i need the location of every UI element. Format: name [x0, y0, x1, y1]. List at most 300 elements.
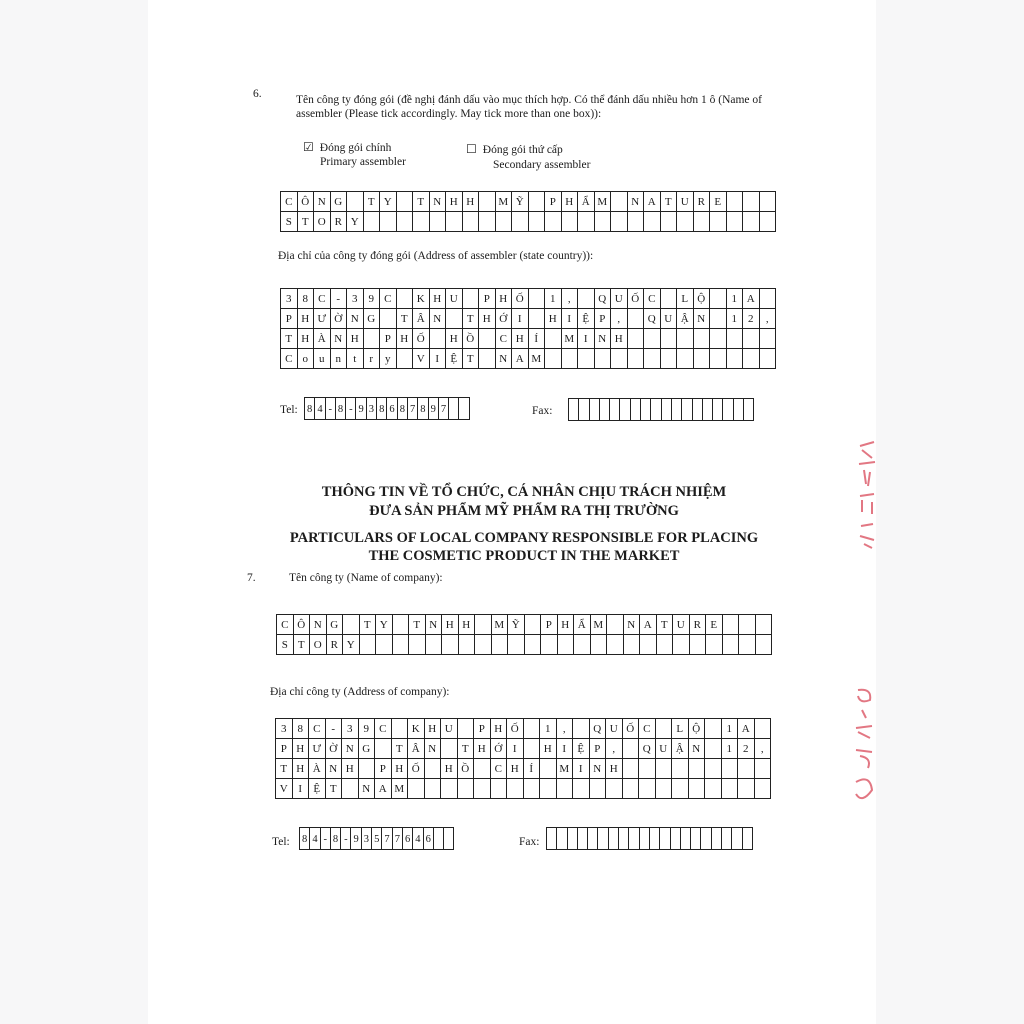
- digit-box[interactable]: 4: [412, 827, 423, 850]
- char-box[interactable]: Ệ: [445, 348, 463, 369]
- char-box[interactable]: R: [330, 211, 348, 232]
- char-box[interactable]: [755, 614, 773, 635]
- char-box[interactable]: [577, 348, 595, 369]
- char-box[interactable]: T: [408, 614, 426, 635]
- char-box[interactable]: P: [275, 738, 293, 759]
- digit-box[interactable]: [458, 397, 469, 420]
- char-box[interactable]: [737, 778, 755, 799]
- char-box[interactable]: H: [440, 758, 458, 779]
- char-box[interactable]: Ố: [412, 328, 430, 349]
- char-box[interactable]: [507, 634, 525, 655]
- char-box[interactable]: [610, 211, 628, 232]
- char-box[interactable]: u: [313, 348, 331, 369]
- char-box[interactable]: [589, 778, 607, 799]
- char-box[interactable]: E: [709, 191, 727, 212]
- char-box[interactable]: Q: [643, 308, 661, 329]
- digit-box[interactable]: 8: [299, 827, 310, 850]
- char-box[interactable]: T: [325, 778, 343, 799]
- char-box[interactable]: [544, 348, 562, 369]
- char-box[interactable]: C: [308, 718, 326, 739]
- char-box[interactable]: Ồ: [457, 758, 475, 779]
- char-box[interactable]: [721, 778, 739, 799]
- char-box[interactable]: [671, 778, 689, 799]
- char-box[interactable]: [429, 328, 447, 349]
- char-box[interactable]: M: [528, 348, 546, 369]
- char-box[interactable]: 3: [346, 288, 364, 309]
- primary-assembler-option[interactable]: [303, 140, 391, 155]
- char-box[interactable]: T: [363, 191, 381, 212]
- char-box[interactable]: -: [325, 718, 343, 739]
- char-box[interactable]: I: [572, 758, 590, 779]
- char-box[interactable]: L: [671, 718, 689, 739]
- char-box[interactable]: [660, 211, 678, 232]
- char-box[interactable]: 2: [737, 738, 755, 759]
- char-box[interactable]: [610, 348, 628, 369]
- char-box[interactable]: T: [462, 308, 480, 329]
- char-box[interactable]: H: [292, 758, 310, 779]
- char-box[interactable]: [473, 758, 491, 779]
- char-box[interactable]: P: [280, 308, 298, 329]
- char-box[interactable]: [656, 634, 674, 655]
- char-box[interactable]: [462, 288, 480, 309]
- char-box[interactable]: [627, 348, 645, 369]
- char-box[interactable]: U: [605, 718, 623, 739]
- char-box[interactable]: [660, 348, 678, 369]
- char-box[interactable]: [445, 308, 463, 329]
- char-box[interactable]: [408, 634, 426, 655]
- char-box[interactable]: 2: [742, 308, 760, 329]
- char-box[interactable]: A: [374, 778, 392, 799]
- char-box[interactable]: N: [313, 191, 331, 212]
- char-box[interactable]: [688, 758, 706, 779]
- char-box[interactable]: [660, 288, 678, 309]
- char-box[interactable]: [478, 211, 496, 232]
- char-box[interactable]: [557, 634, 575, 655]
- char-box[interactable]: N: [358, 778, 376, 799]
- char-box[interactable]: [754, 718, 772, 739]
- char-box[interactable]: Ố: [407, 758, 425, 779]
- char-box[interactable]: [754, 758, 772, 779]
- char-box[interactable]: H: [605, 758, 623, 779]
- assembler-fax-grid[interactable]: [568, 398, 753, 420]
- char-box[interactable]: [379, 308, 397, 329]
- char-box[interactable]: S: [276, 634, 294, 655]
- char-box[interactable]: H: [341, 758, 359, 779]
- char-box[interactable]: [412, 211, 430, 232]
- char-box[interactable]: C: [276, 614, 294, 635]
- char-box[interactable]: Â: [412, 308, 430, 329]
- char-box[interactable]: V: [275, 778, 293, 799]
- char-box[interactable]: Ờ: [325, 738, 343, 759]
- char-box[interactable]: H: [292, 738, 310, 759]
- char-box[interactable]: [726, 191, 744, 212]
- char-box[interactable]: Í: [528, 328, 546, 349]
- char-box[interactable]: Ẩ: [573, 614, 591, 635]
- char-box[interactable]: T: [457, 738, 475, 759]
- char-box[interactable]: 1: [539, 718, 557, 739]
- char-box[interactable]: H: [441, 614, 459, 635]
- char-box[interactable]: y: [379, 348, 397, 369]
- char-box[interactable]: [754, 778, 772, 799]
- char-box[interactable]: [605, 778, 623, 799]
- char-box[interactable]: A: [742, 288, 760, 309]
- char-box[interactable]: Ồ: [462, 328, 480, 349]
- char-box[interactable]: P: [379, 328, 397, 349]
- char-box[interactable]: [396, 211, 414, 232]
- char-box[interactable]: N: [341, 738, 359, 759]
- char-box[interactable]: P: [473, 718, 491, 739]
- char-box[interactable]: [676, 328, 694, 349]
- char-box[interactable]: [392, 634, 410, 655]
- char-box[interactable]: [474, 614, 492, 635]
- char-box[interactable]: [759, 348, 777, 369]
- digit-box[interactable]: 6: [386, 397, 397, 420]
- char-box[interactable]: [709, 308, 727, 329]
- char-box[interactable]: [622, 778, 640, 799]
- digit-box[interactable]: 4: [309, 827, 320, 850]
- char-box[interactable]: [573, 634, 591, 655]
- char-box[interactable]: N: [425, 614, 443, 635]
- char-box[interactable]: Ớ: [490, 738, 508, 759]
- char-box[interactable]: ,: [556, 718, 574, 739]
- company-fax-grid[interactable]: [546, 827, 752, 849]
- char-box[interactable]: [577, 211, 595, 232]
- char-box[interactable]: Y: [379, 191, 397, 212]
- char-box[interactable]: Q: [594, 288, 612, 309]
- char-box[interactable]: [396, 288, 414, 309]
- char-box[interactable]: M: [590, 614, 608, 635]
- char-box[interactable]: [495, 211, 513, 232]
- char-box[interactable]: [709, 211, 727, 232]
- char-box[interactable]: 1: [726, 288, 744, 309]
- digit-box[interactable]: 7: [438, 397, 449, 420]
- digit-box[interactable]: 8: [397, 397, 408, 420]
- char-box[interactable]: Ẩ: [577, 191, 595, 212]
- char-box[interactable]: [693, 328, 711, 349]
- char-box[interactable]: [528, 288, 546, 309]
- char-box[interactable]: [638, 778, 656, 799]
- char-box[interactable]: [627, 308, 645, 329]
- char-box[interactable]: R: [693, 191, 711, 212]
- char-box[interactable]: K: [412, 288, 430, 309]
- char-box[interactable]: [561, 211, 579, 232]
- char-box[interactable]: ,: [561, 288, 579, 309]
- char-box[interactable]: 9: [363, 288, 381, 309]
- digit-box[interactable]: 8: [417, 397, 428, 420]
- char-box[interactable]: I: [506, 738, 524, 759]
- char-box[interactable]: I: [577, 328, 595, 349]
- char-box[interactable]: [742, 191, 760, 212]
- char-box[interactable]: U: [672, 614, 690, 635]
- char-box[interactable]: H: [557, 614, 575, 635]
- char-box[interactable]: 8: [292, 718, 310, 739]
- char-box[interactable]: R: [689, 614, 707, 635]
- char-box[interactable]: A: [737, 718, 755, 739]
- char-box[interactable]: M: [561, 328, 579, 349]
- digit-box[interactable]: 8: [376, 397, 387, 420]
- char-box[interactable]: [440, 778, 458, 799]
- char-box[interactable]: T: [660, 191, 678, 212]
- char-box[interactable]: [590, 634, 608, 655]
- char-box[interactable]: M: [491, 614, 509, 635]
- char-box[interactable]: P: [374, 758, 392, 779]
- char-box[interactable]: [726, 211, 744, 232]
- char-box[interactable]: Ố: [506, 718, 524, 739]
- char-box[interactable]: [709, 288, 727, 309]
- char-box[interactable]: C: [490, 758, 508, 779]
- char-box[interactable]: I: [511, 308, 529, 329]
- char-box[interactable]: T: [359, 614, 377, 635]
- char-box[interactable]: [462, 211, 480, 232]
- char-box[interactable]: [655, 718, 673, 739]
- checked-box-icon[interactable]: ☑: [303, 140, 314, 154]
- char-box[interactable]: [738, 614, 756, 635]
- char-box[interactable]: C: [280, 348, 298, 369]
- char-box[interactable]: 3: [275, 718, 293, 739]
- char-box[interactable]: Â: [407, 738, 425, 759]
- char-box[interactable]: M: [391, 778, 409, 799]
- char-box[interactable]: V: [412, 348, 430, 369]
- char-box[interactable]: [623, 634, 641, 655]
- char-box[interactable]: Ệ: [572, 738, 590, 759]
- char-box[interactable]: 3: [280, 288, 298, 309]
- char-box[interactable]: [721, 758, 739, 779]
- char-box[interactable]: N: [330, 328, 348, 349]
- digit-box[interactable]: -: [340, 827, 351, 850]
- char-box[interactable]: [561, 348, 579, 369]
- char-box[interactable]: [639, 634, 657, 655]
- char-box[interactable]: U: [610, 288, 628, 309]
- char-box[interactable]: Ờ: [330, 308, 348, 329]
- char-box[interactable]: [704, 758, 722, 779]
- company-tel-grid[interactable]: [299, 827, 453, 849]
- char-box[interactable]: [359, 634, 377, 655]
- digit-box[interactable]: 6: [423, 827, 434, 850]
- char-box[interactable]: [429, 211, 447, 232]
- char-box[interactable]: [638, 758, 656, 779]
- char-box[interactable]: H: [445, 328, 463, 349]
- char-box[interactable]: [594, 348, 612, 369]
- char-box[interactable]: [622, 738, 640, 759]
- char-box[interactable]: [528, 211, 546, 232]
- digit-box[interactable]: 3: [361, 827, 372, 850]
- digit-box[interactable]: -: [325, 397, 336, 420]
- char-box[interactable]: H: [445, 191, 463, 212]
- char-box[interactable]: 1: [721, 738, 739, 759]
- char-box[interactable]: P: [589, 738, 607, 759]
- char-box[interactable]: [693, 211, 711, 232]
- char-box[interactable]: S: [280, 211, 298, 232]
- char-box[interactable]: [523, 738, 541, 759]
- char-box[interactable]: U: [676, 191, 694, 212]
- char-box[interactable]: Ỹ: [507, 614, 525, 635]
- digit-box[interactable]: 8: [330, 827, 341, 850]
- char-box[interactable]: [577, 288, 595, 309]
- char-box[interactable]: [704, 738, 722, 759]
- char-box[interactable]: T: [656, 614, 674, 635]
- char-box[interactable]: A: [639, 614, 657, 635]
- char-box[interactable]: 1: [721, 718, 739, 739]
- char-box[interactable]: N: [594, 328, 612, 349]
- char-box[interactable]: [726, 348, 744, 369]
- digit-box[interactable]: 5: [371, 827, 382, 850]
- company-address-grid[interactable]: [275, 718, 770, 798]
- char-box[interactable]: [622, 758, 640, 779]
- char-box[interactable]: U: [655, 738, 673, 759]
- digit-box[interactable]: [443, 827, 454, 850]
- char-box[interactable]: 8: [297, 288, 315, 309]
- char-box[interactable]: T: [293, 634, 311, 655]
- char-box[interactable]: [490, 778, 508, 799]
- char-box[interactable]: [358, 758, 376, 779]
- char-box[interactable]: P: [594, 308, 612, 329]
- char-box[interactable]: H: [511, 328, 529, 349]
- char-box[interactable]: Ố: [511, 288, 529, 309]
- char-box[interactable]: N: [688, 738, 706, 759]
- assembler-name-grid[interactable]: [280, 191, 775, 231]
- char-box[interactable]: [627, 211, 645, 232]
- char-box[interactable]: T: [297, 211, 315, 232]
- char-box[interactable]: [742, 328, 760, 349]
- char-box[interactable]: [693, 348, 711, 369]
- char-box[interactable]: M: [556, 758, 574, 779]
- char-box[interactable]: [689, 634, 707, 655]
- char-box[interactable]: N: [589, 758, 607, 779]
- digit-box[interactable]: 9: [355, 397, 366, 420]
- char-box[interactable]: [478, 328, 496, 349]
- char-box[interactable]: [524, 634, 542, 655]
- char-box[interactable]: [655, 758, 673, 779]
- char-box[interactable]: [606, 634, 624, 655]
- char-box[interactable]: [737, 758, 755, 779]
- char-box[interactable]: T: [391, 738, 409, 759]
- char-box[interactable]: H: [424, 718, 442, 739]
- char-box[interactable]: M: [495, 191, 513, 212]
- char-box[interactable]: Ư: [313, 308, 331, 329]
- char-box[interactable]: [755, 634, 773, 655]
- char-box[interactable]: [722, 634, 740, 655]
- char-box[interactable]: [643, 328, 661, 349]
- char-box[interactable]: U: [660, 308, 678, 329]
- char-box[interactable]: [672, 634, 690, 655]
- company-name-grid[interactable]: [276, 614, 771, 654]
- char-box[interactable]: [458, 634, 476, 655]
- char-box[interactable]: [342, 614, 360, 635]
- char-box[interactable]: [610, 191, 628, 212]
- char-box[interactable]: H: [391, 758, 409, 779]
- char-box[interactable]: O: [313, 211, 331, 232]
- char-box[interactable]: [478, 348, 496, 369]
- char-box[interactable]: [478, 191, 496, 212]
- char-box[interactable]: ,: [759, 308, 777, 329]
- char-box[interactable]: Y: [346, 211, 364, 232]
- char-box[interactable]: t: [346, 348, 364, 369]
- digit-box[interactable]: [742, 827, 753, 850]
- char-box[interactable]: [606, 614, 624, 635]
- char-box[interactable]: [643, 211, 661, 232]
- unchecked-box-icon[interactable]: ☐: [466, 142, 477, 156]
- char-box[interactable]: [425, 634, 443, 655]
- char-box[interactable]: [391, 718, 409, 739]
- char-box[interactable]: I: [292, 778, 310, 799]
- char-box[interactable]: T: [275, 758, 293, 779]
- char-box[interactable]: [738, 634, 756, 655]
- char-box[interactable]: H: [458, 614, 476, 635]
- char-box[interactable]: [594, 211, 612, 232]
- char-box[interactable]: I: [561, 308, 579, 329]
- char-box[interactable]: [440, 738, 458, 759]
- char-box[interactable]: [379, 211, 397, 232]
- assembler-tel-grid[interactable]: [304, 397, 469, 419]
- char-box[interactable]: [346, 191, 364, 212]
- char-box[interactable]: G: [330, 191, 348, 212]
- char-box[interactable]: C: [638, 718, 656, 739]
- char-box[interactable]: [474, 634, 492, 655]
- digit-box[interactable]: 3: [366, 397, 377, 420]
- char-box[interactable]: [396, 348, 414, 369]
- char-box[interactable]: C: [643, 288, 661, 309]
- char-box[interactable]: Ớ: [495, 308, 513, 329]
- digit-box[interactable]: 7: [381, 827, 392, 850]
- char-box[interactable]: Ộ: [693, 288, 711, 309]
- char-box[interactable]: Ô: [297, 191, 315, 212]
- char-box[interactable]: Ỹ: [511, 191, 529, 212]
- char-box[interactable]: [704, 778, 722, 799]
- char-box[interactable]: [540, 634, 558, 655]
- char-box[interactable]: T: [280, 328, 298, 349]
- char-box[interactable]: H: [539, 738, 557, 759]
- char-box[interactable]: C: [313, 288, 331, 309]
- char-box[interactable]: [407, 778, 425, 799]
- char-box[interactable]: [643, 348, 661, 369]
- char-box[interactable]: [572, 718, 590, 739]
- char-box[interactable]: [539, 778, 557, 799]
- char-box[interactable]: [363, 211, 381, 232]
- char-box[interactable]: [445, 211, 463, 232]
- char-box[interactable]: P: [540, 614, 558, 635]
- char-box[interactable]: [424, 778, 442, 799]
- char-box[interactable]: [392, 614, 410, 635]
- char-box[interactable]: H: [610, 328, 628, 349]
- char-box[interactable]: P: [544, 191, 562, 212]
- char-box[interactable]: C: [280, 191, 298, 212]
- char-box[interactable]: -: [330, 288, 348, 309]
- digit-box[interactable]: 7: [392, 827, 403, 850]
- char-box[interactable]: N: [495, 348, 513, 369]
- char-box[interactable]: P: [478, 288, 496, 309]
- char-box[interactable]: [374, 738, 392, 759]
- char-box[interactable]: [742, 348, 760, 369]
- digit-box[interactable]: [743, 398, 754, 421]
- char-box[interactable]: Ệ: [577, 308, 595, 329]
- char-box[interactable]: 1: [726, 308, 744, 329]
- char-box[interactable]: U: [440, 718, 458, 739]
- char-box[interactable]: Ệ: [308, 778, 326, 799]
- char-box[interactable]: G: [358, 738, 376, 759]
- char-box[interactable]: [524, 614, 542, 635]
- char-box[interactable]: Í: [523, 758, 541, 779]
- char-box[interactable]: À: [313, 328, 331, 349]
- char-box[interactable]: T: [396, 308, 414, 329]
- char-box[interactable]: [676, 348, 694, 369]
- char-box[interactable]: H: [462, 191, 480, 212]
- secondary-assembler-option[interactable]: [466, 142, 563, 157]
- char-box[interactable]: Ư: [308, 738, 326, 759]
- char-box[interactable]: H: [506, 758, 524, 779]
- char-box[interactable]: Y: [342, 634, 360, 655]
- char-box[interactable]: [688, 778, 706, 799]
- char-box[interactable]: [671, 758, 689, 779]
